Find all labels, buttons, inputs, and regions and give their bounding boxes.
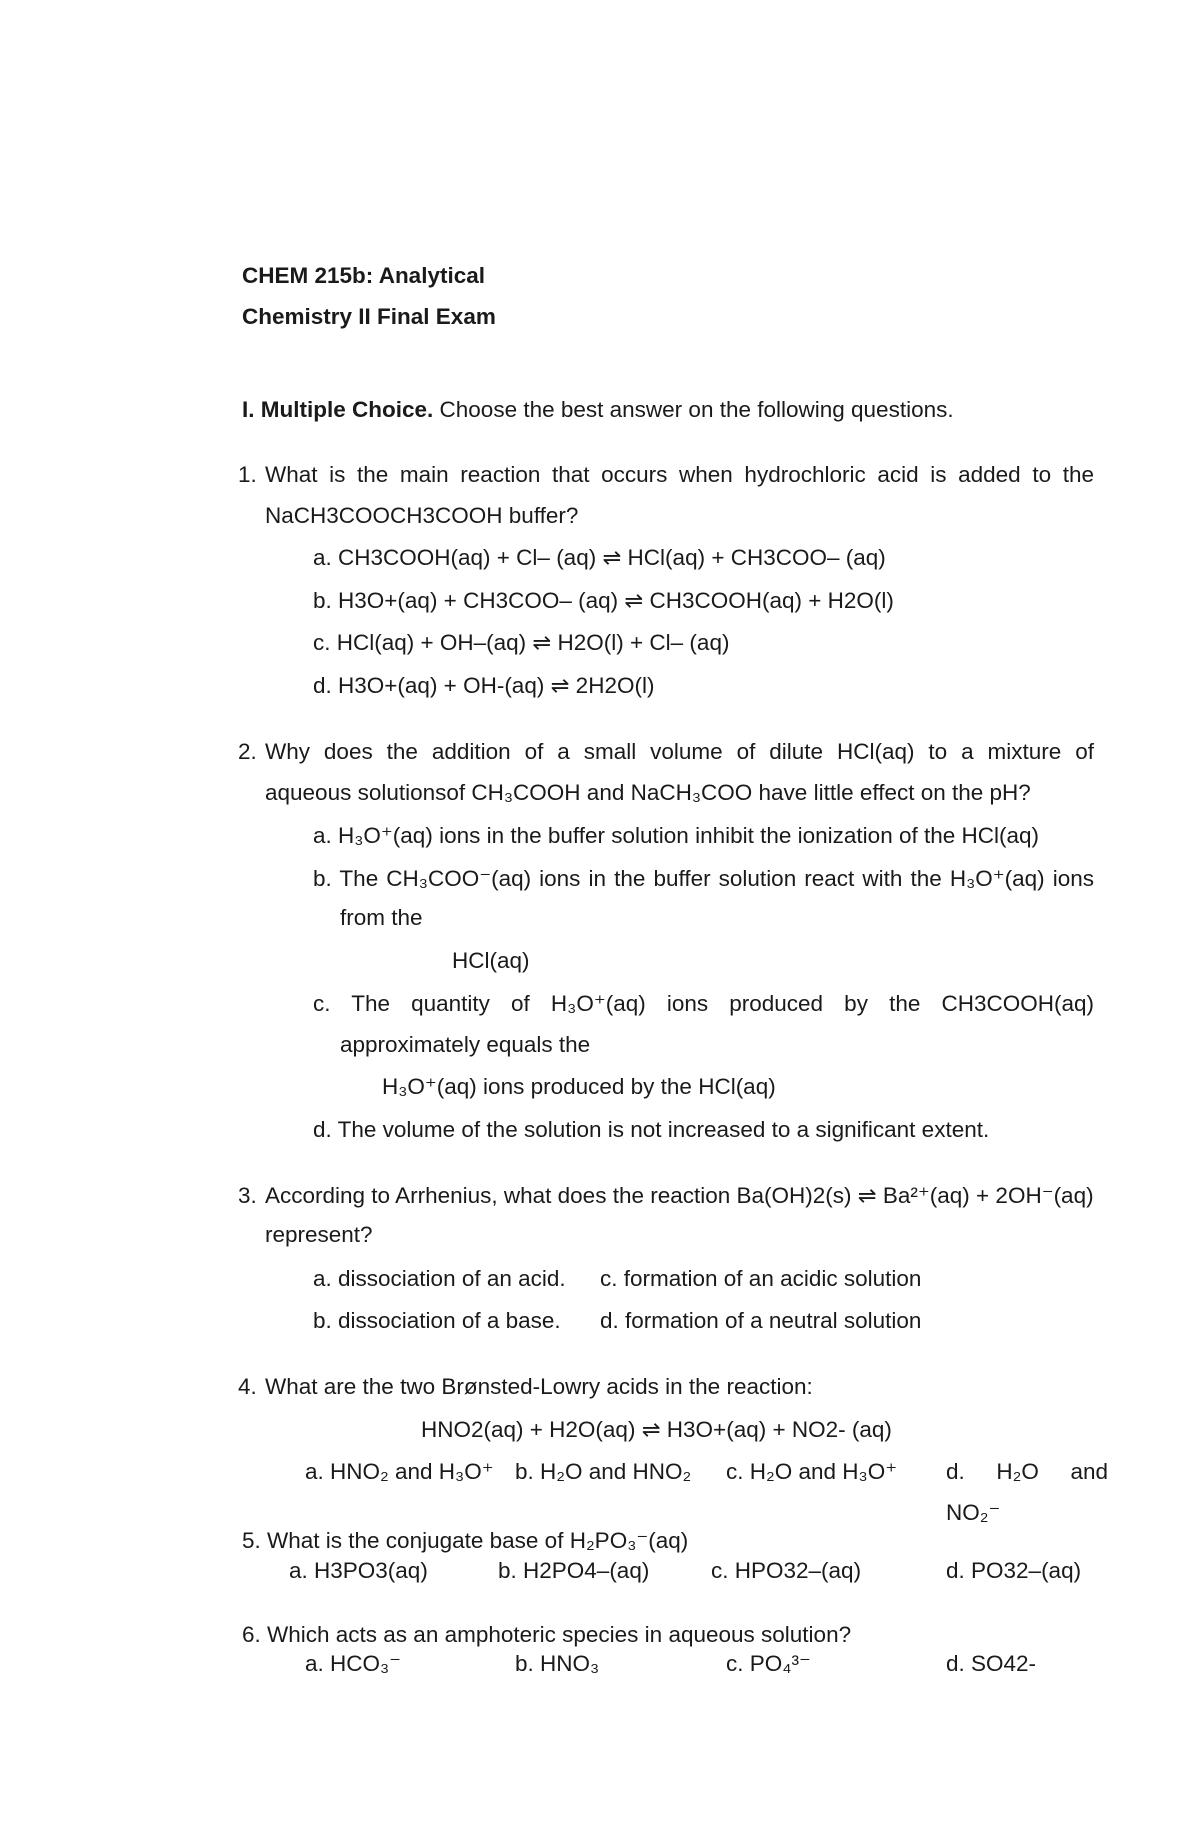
q3-option-b: b. dissociation of a base. (313, 1308, 561, 1333)
q6-option-d: d. SO42- (946, 1651, 1037, 1676)
q3-option-a: a. dissociation of an acid. (313, 1266, 566, 1291)
q1-option-c: c. HCl(aq) + OH–(aq) ⇌ H2O(l) + Cl– (aq) (313, 630, 730, 655)
q4-option-d: d. H₂O and NO₂⁻ (946, 1459, 1108, 1525)
section-heading: I. Multiple Choice. (242, 397, 434, 422)
q2-option-c-line-2: approximately equals the (340, 1032, 591, 1057)
q2-option-c-line-3: H₃O⁺(aq) ions produced by the HCl(aq) (382, 1074, 776, 1099)
q2-option-c-line-1: c. The quantity of H₃O⁺(aq) ions produced by the CH3COOH(aq) (313, 991, 1094, 1016)
q1-question-line-1: What is the main reaction that occurs when hydrochloric acid is added to the (265, 462, 1094, 487)
q5-question: 5. What is the conjugate base of H₂PO₃⁻(aq) (242, 1528, 689, 1553)
q2-option-d: d. The volume of the solution is not increased to a significant extent. (313, 1117, 990, 1142)
q1-option-a: a. CH3COOH(aq) + Cl– (aq) ⇌ HCl(aq) + CH3COO– (aq) (313, 545, 886, 570)
q5-option-a: a. H3PO3(aq) (289, 1558, 428, 1583)
q4-question: What are the two Brønsted-Lowry acids in the reaction: (265, 1374, 813, 1399)
q4-equation: HNO2(aq) + H2O(aq) ⇌ H3O+(aq) + NO2- (aq) (421, 1417, 892, 1442)
q5-option-b: b. H2PO4–(aq) (498, 1558, 650, 1583)
q4-option-b: b. H₂O and HNO₂ (515, 1459, 692, 1484)
q2-question-line-2: aqueous solutionsof CH₃COOH and NaCH₃COO have little effect on the pH? (265, 780, 1031, 805)
q1-number: 1. (238, 462, 257, 487)
q2-option-b-line-2: from the (340, 905, 423, 930)
q3-question-line-1: According to Arrhenius, what does the reaction Ba(OH)2(s) ⇌ Ba²⁺(aq) + 2OH⁻(aq) (265, 1183, 1094, 1208)
q3-number: 3. (238, 1183, 257, 1208)
q1-option-d: d. H3O+(aq) + OH-(aq) ⇌ 2H2O(l) (313, 673, 655, 698)
q4-option-c: c. H₂O and H₃O⁺ (726, 1459, 898, 1484)
q1-question-line-2: NaCH3COOCH3COOH buffer? (265, 503, 579, 528)
q4-option-a: a. HNO₂ and H₃O⁺ (305, 1459, 494, 1484)
section-header (242, 396, 954, 424)
q2-option-b-line-1: b. The CH₃COO⁻(aq) ions in the buffer solution react with the H₃O⁺(aq) ions (313, 866, 1094, 891)
q2-option-b-line-3: HCl(aq) (452, 948, 530, 973)
q6-option-b: b. HNO₃ (515, 1651, 600, 1676)
q6-option-a: a. HCO₃⁻ (305, 1651, 402, 1676)
q3-option-d: d. formation of a neutral solution (600, 1308, 922, 1333)
q2-option-a: a. H₃O⁺(aq) ions in the buffer solution inhibit the ionization of the HCl(aq) (313, 823, 1040, 848)
q5-option-c: c. HPO32–(aq) (711, 1558, 862, 1583)
q2-number: 2. (238, 739, 257, 764)
q2-question-line-1: Why does the addition of a small volume of dilute HCl(aq) to a mixture of (265, 739, 1094, 764)
section-instruction: Choose the best answer on the following questions. (439, 397, 954, 422)
q3-question-line-2: represent? (265, 1222, 373, 1247)
exam-title-line-2: Chemistry II Final Exam (242, 304, 496, 329)
exam-title-line-1: CHEM 215b: Analytical (242, 263, 485, 288)
q3-option-c: c. formation of an acidic solution (600, 1266, 922, 1291)
q6-option-c: c. PO₄³⁻ (726, 1651, 811, 1676)
q6-question: 6. Which acts as an amphoteric species in aqueous solution? (242, 1622, 852, 1647)
q1-option-b: b. H3O+(aq) + CH3COO– (aq) ⇌ CH3COOH(aq) + H2O(l) (313, 588, 894, 613)
q5-option-d: d. PO32–(aq) (946, 1558, 1082, 1583)
q4-number: 4. (238, 1374, 257, 1399)
